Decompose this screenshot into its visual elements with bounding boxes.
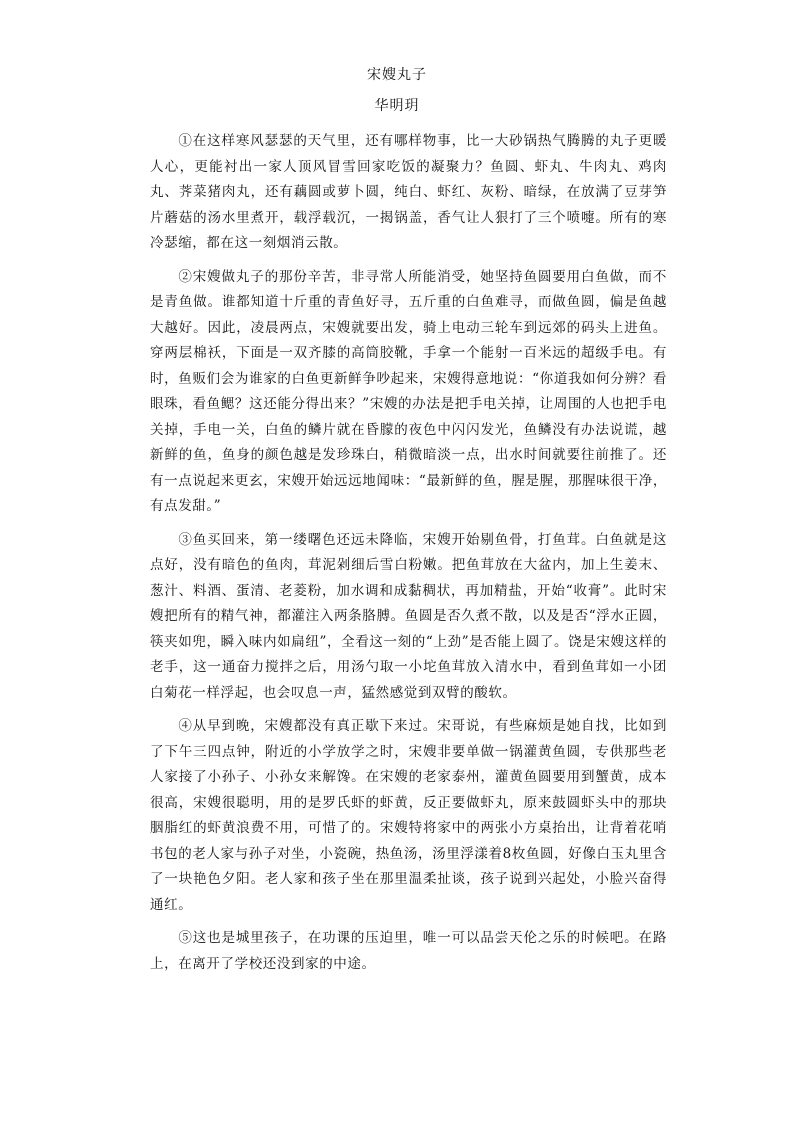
paragraph-2: ②宋嫂做丸子的那份辛苦，非寻常人所能消受，她坚持鱼圆要用白鱼做，而不是青鱼做。谁都知道十斤重的青鱼好寻，五斤重的白鱼难寻，而做鱼圆，偏是鱼越大越好。因此，凌晨两点，宋嫂就要出发，骑上电动三轮车到远郊的码头上进鱼。穿两层棉袄，下面是一双齐膝的高筒胶靴，手拿一个能射一百米远的超级手电。有时，鱼贩们会为谁家的白鱼更新鲜争吵起来，宋嫂得意地说：“你道我如何分辨？看眼珠，看鱼鳃？这还能分得出来？”宋嫂的办法是把手电关掉，让周围的人也把手电关掉，手电一关，白鱼的鳞片就在昏朦的夜色中闪闪发光，鱼鳞没有办法说谎，越新鲜的鱼，鱼身的颜色越是发珍珠白，稍微暗淡一点，出水时间就要往前推了。还有一点说起来更玄，宋嫂开始远远地闻味：“最新鲜的鱼，腥是腥，那腥味很干净，有点发甜。” [150, 268, 667, 514]
article-author: 华明玥 [374, 98, 420, 114]
paragraph-3: ③鱼买回来，第一缕曙色还远未降临，宋嫂开始剔鱼骨，打鱼茸。白鱼就是这点好，没有暗色的鱼肉，茸泥剁细后雪白粉嫩。把鱼茸放在大盆内，加上生姜末、葱汁、料酒、蛋清、老菱粉，加水调和成黏稠状，再加精盐，开始“收膏”。此时宋嫂把所有的精气神，都灌注入两条胳膊。鱼圆是否久煮不散，以及是否“浮水正圆，筷夹如兜，瞬入味内如扁纽”，全看这一刻的“上劲”是否能上圆了。饶是宋嫂这样的老手，这一通奋力搅拌之后，用汤勺取一小坨鱼茸放入清水中，看到鱼茸如一小团白菊花一样浮起，也会叹息一声，猛然感觉到双臂的酸软。 [150, 531, 667, 701]
article-body [150, 129, 667, 985]
paragraph-5: ⑤这也是城里孩子，在功课的压迫里，唯一可以品尝天伦之乐的时候吧。在路上，在离开了学校还没到家的中途。 [150, 930, 667, 972]
paragraph-4: ④从早到晚，宋嫂都没有真正歇下来过。宋哥说，有些麻烦是她自找，比如到了下午三四点钟，附近的小学放学之时，宋嫂非要单做一锅灌黄鱼圆，专供那些老人家接了小孙子、小孙女来解馋。在宋嫂的老家泰州，灌黄鱼圆要用到蟹黄，成本很高，宋嫂很聪明，用的是罗氏虾的虾黄，反正要做虾丸，原来鼓圆虾头中的那块胭脂红的虾黄浪费不用，可惜了的。宋嫂特将家中的两张小方桌抬出，让背着花哨书包的老人家与孙子对坐，小瓷碗，热鱼汤，汤里浮漾着8枚鱼圆，好像白玉丸里含了一块艳色夕阳。老人家和孩子坐在那里温柔扯谈，孩子说到兴起处，小脸兴奋得通红。 [150, 718, 667, 913]
paragraph-1: ①在这样寒风瑟瑟的天气里，还有哪样物事，比一大砂锅热气腾腾的丸子更暖人心，更能衬出一家人顶风冒雪回家吃饭的凝聚力？鱼圆、虾丸、牛肉丸、鸡肉丸、荠菜猪肉丸，还有藕圆或萝卜圆，纯白、虾红、灰粉、暗绿，在放满了豆芽笋片蘑菇的汤水里煮开，载浮载沉，一揭锅盖，香气让人狠打了三个喷嚏。所有的寒冷瑟缩，都在这一刻烟消云散。 [150, 133, 667, 251]
article-title: 宋嫂丸子 [367, 67, 427, 83]
